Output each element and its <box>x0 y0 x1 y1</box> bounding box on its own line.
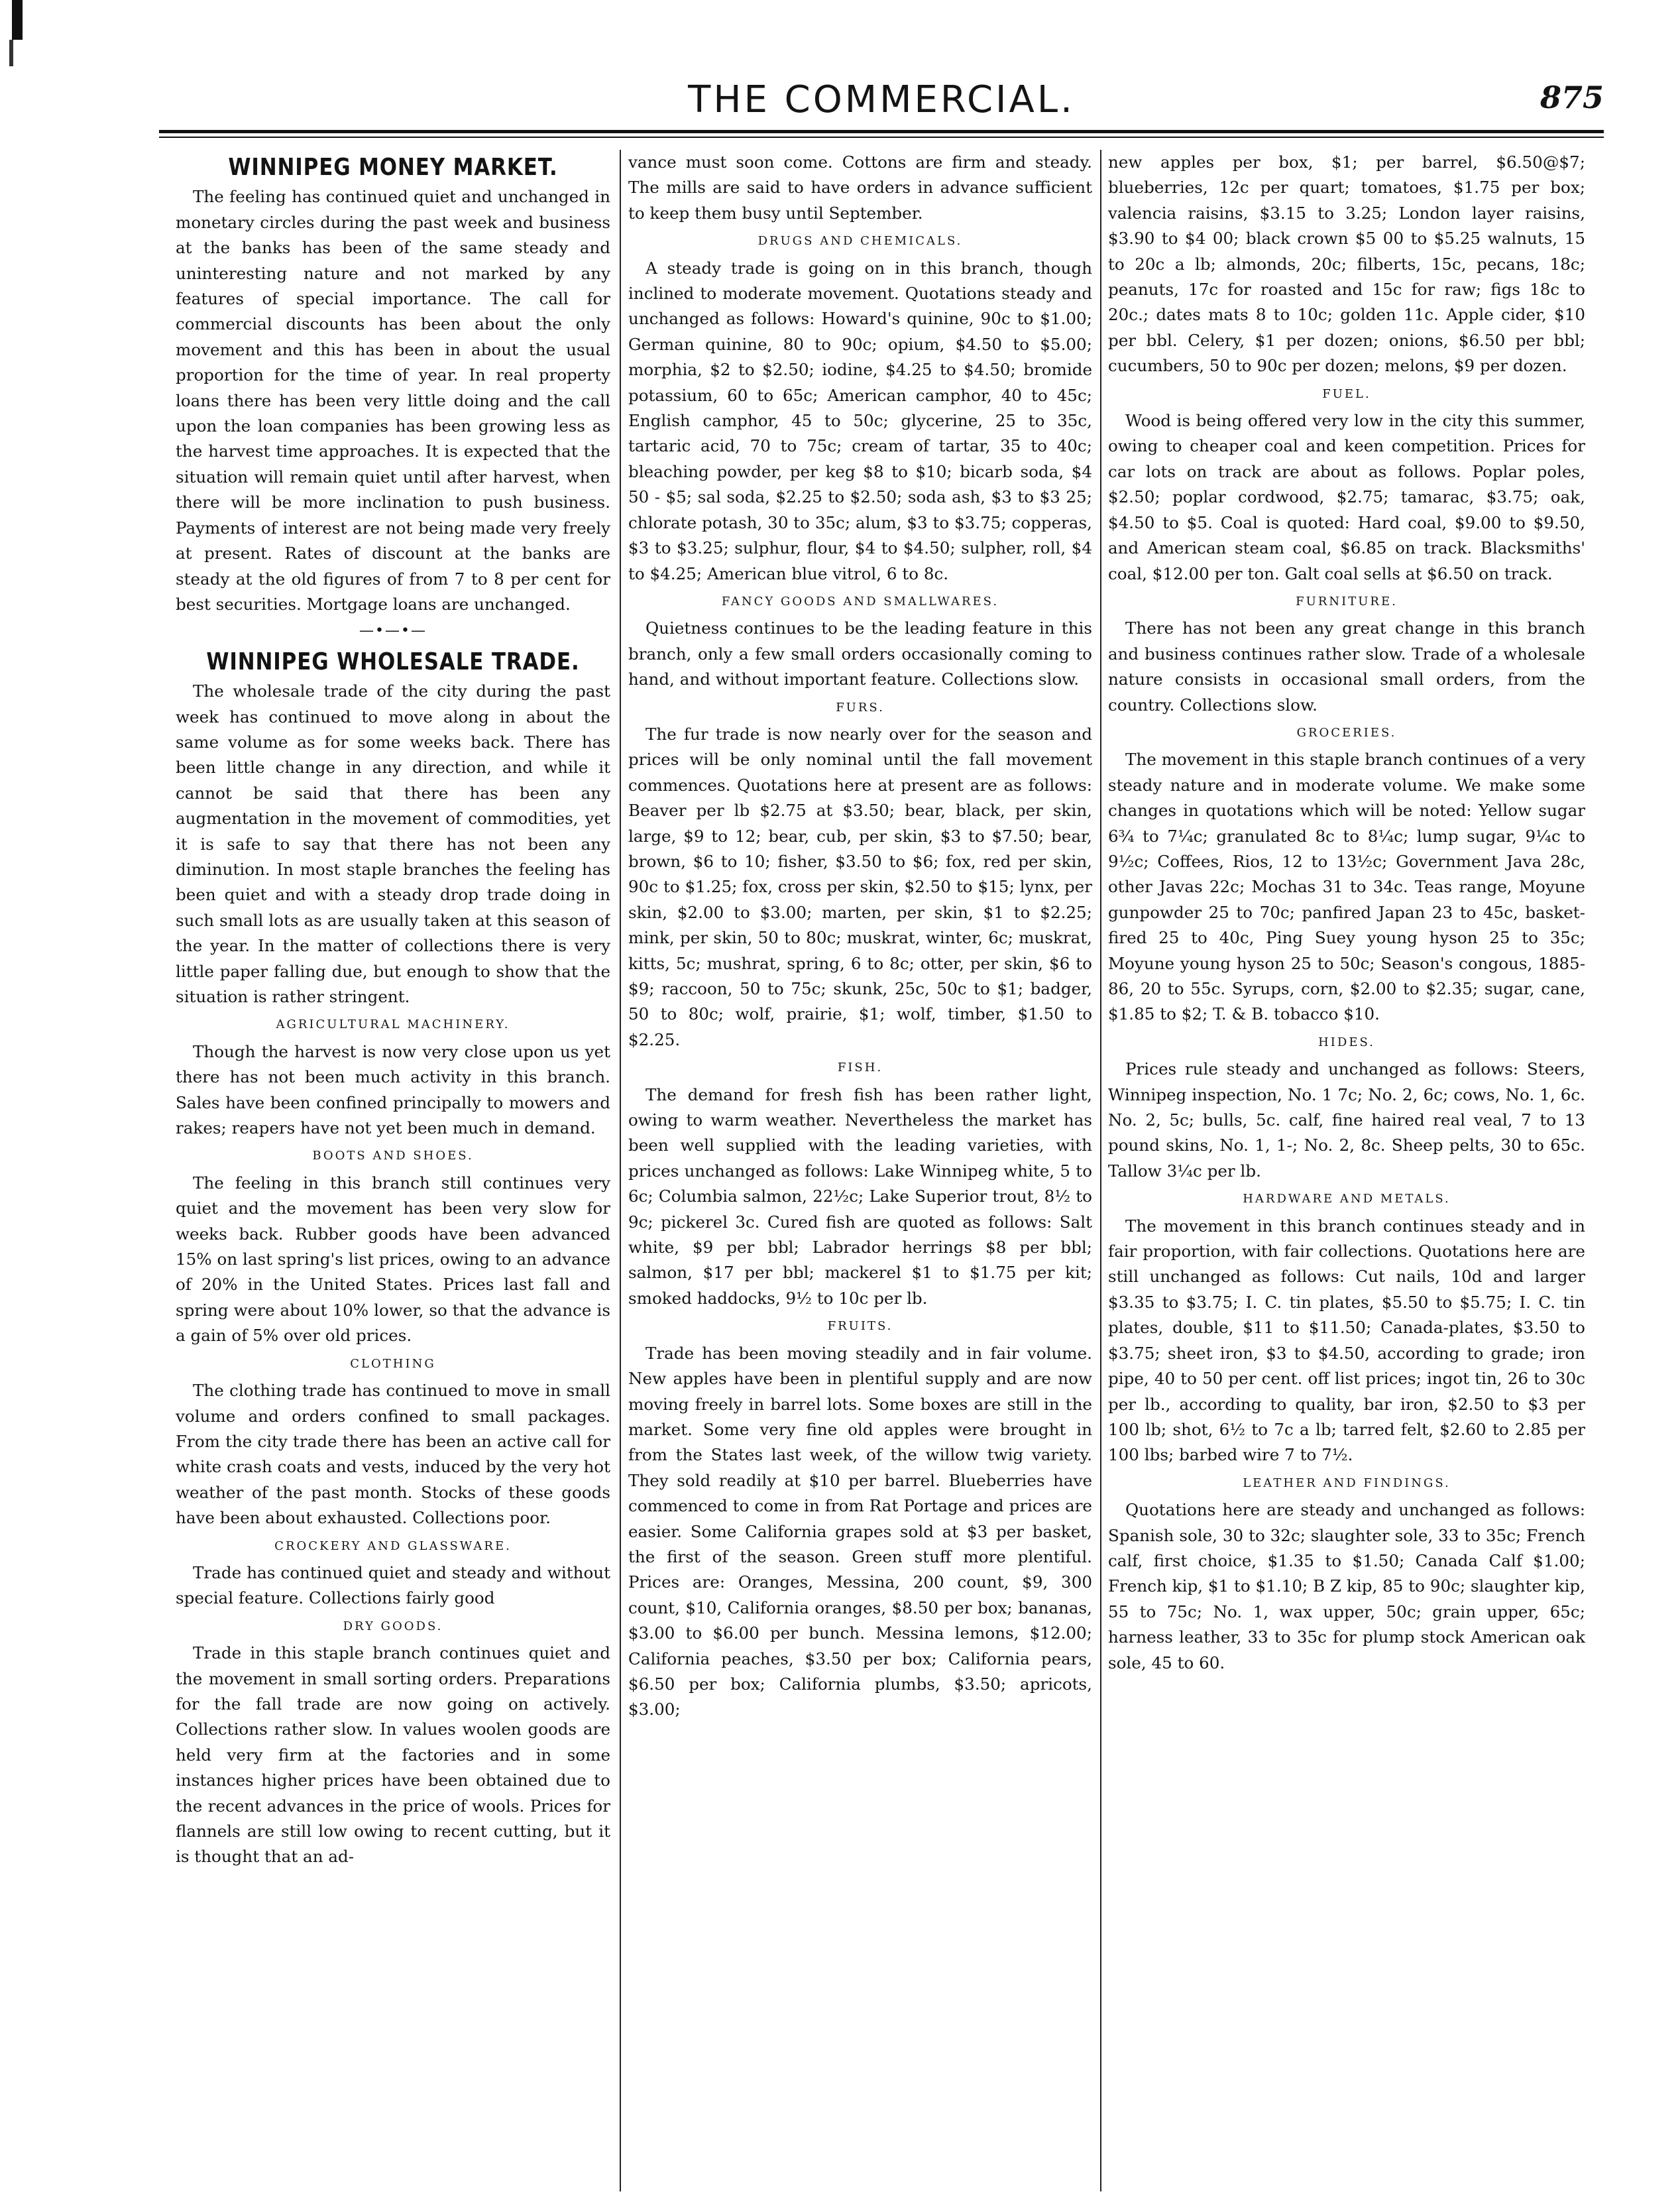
header-rule-thin <box>159 137 1604 138</box>
page-edge-mark-lower <box>9 40 13 66</box>
drugs-chemicals-heading: DRUGS AND CHEMICALS. <box>757 234 963 249</box>
agricultural-machinery-heading: AGRICULTURAL MACHINERY. <box>276 1018 510 1032</box>
fancy-goods-heading: FANCY GOODS AND SMALLWARES. <box>721 594 999 609</box>
crockery-heading: CROCKERY AND GLASSWARE. <box>274 1539 512 1553</box>
fish-paragraph: The demand for fresh fish has been rather light, owing to warm weather. Nevertheless the market has been well supplied with the leading varieties, with prices unchanged as follows: Lake Winnipeg white, 5 to 6c; Columbia salmon, 22½c; Lake Superior trout, 8½ to 9c; pickerel 3c. Cured fish are quoted as follows: Salt white, $9 per bbl; Labrador herrings $8 per bbl; salmon, $17 per bbl; mackerel $1 to $1.75 per kit; smoked haddocks, 9½ to 10c per lb. <box>628 1084 1092 1308</box>
newspaper-title: THE COMMERCIAL. <box>688 78 1075 121</box>
column-1 <box>176 150 610 2191</box>
clothing-paragraph: The clothing trade has continued to move in small volume and orders confined to small packages. From the city trade there has been an active call for white crash coats and vests, induced by the very hot weather of the past month. Stocks of these goods have been about exhausted. Collections poor. <box>176 1381 610 1528</box>
leather-findings-heading: LEATHER AND FINDINGS. <box>1243 1476 1451 1490</box>
groceries-paragraph: The movement in this staple branch continues of a very steady nature and in moderate volume. We make some changes in quotations which will be noted: Yellow sugar 6¾ to 7¼c; granulated 8c to 8¼c; lump sugar, 9¼c to 9½c; Coffees, Rios, 12 to 13½c; Government Java 28c, other Javas 22c; Mochas 31 to 34c. Teas range, Moyune gunpowder 25 to 70c; panfired Japan 23 to 45c, basket-fired 25 to 40c, Ping Suey young hyson 25 to 35c; Moyune young hyson 25 to 50c; Season's congous, 1885-86, 20 to 55c. Syrups, corn, $2.00 to $2.35; sugar, cane, $1.85 to $2; T. & B. tobacco $10. <box>1108 750 1585 1024</box>
dry-goods-heading: DRY GOODS. <box>343 1619 443 1633</box>
hardware-metals-heading: HARDWARE AND METALS. <box>1243 1192 1451 1206</box>
clothing-heading: CLOTHING <box>350 1356 436 1371</box>
fruits-continued: new apples per box, $1; per barrel, $6.50@$7; blueberries, 12c per quart; tomatoes, $1.75 per box; valencia raisins, $3.15 to 3.25; London layer raisins, $3.90 to $4 00; black crown $5 00 to $5.25 walnuts, 15 to 20c a lb; almonds, 20c; filberts, 15c, pecans, 18c; peanuts, 17c for roasted and 15c for raw; figs 18c to 20c.; dates mats 8 to 10c; golden 11c. Apple cider, $10 per bbl. Celery, $1 per dozen; onions, $6.50 per bbl; cucumbers, 50 to 90c per dozen; melons, $9 per dozen. <box>1108 152 1585 376</box>
dry-goods-paragraph: Trade in this staple branch continues quiet and the movement in small sorting orders. Preparations for the fall trade are now going on actively. Collections rather slow. In values woolen goods are held very firm at the factories and in some instances higher prices have been obtained due to the recent advances in the price of wools. Prices for flannels are still low owing to recent cutting, but it is thought that an ad- <box>176 1643 610 1867</box>
fuel-heading: FUEL. <box>1322 386 1371 401</box>
hides-paragraph: Prices rule steady and unchanged as follows: Steers, Winnipeg inspection, No. 1 7c; No. 2, 6c; cows, No. 1, 6c. No. 2, 5c; bulls, 5c. calf, fine haired real veal, 7 to 13 pound skins, No. 1, 1-; No. 2, 8c. Sheep pelts, 30 to 65c. Tallow 3¼c per lb. <box>1108 1059 1585 1181</box>
header-rule-thick <box>159 130 1604 133</box>
page-edge-mark <box>12 0 23 40</box>
column-divider-1 <box>620 150 621 2191</box>
hardware-metals-paragraph: The movement in this branch continues steady and in fair proportion, with fair collections. Quotations here are still unchanged as follows: Cut nails, 10d and larger $3.35 to $3.75; I. C. tin plates, $5.50 to $5.75; I. C. tin plates, double, $11 to $11.50; Canada-plates, $3.50 to $3.75; sheet iron, $3 to $4.50, according to grade; iron pipe, 40 to 50 per cent. off list prices; ingot tin, 26 to 30c per lb., according to quality, bar iron, $2.50 to $3 per 100 lb; shot, 6½ to 7c a lb; tarred felt, $2.60 to 2.85 per 100 lbs; barbed wire 7 to 7½. <box>1108 1216 1585 1465</box>
drugs-chemicals-paragraph: A steady trade is going on in this branch, though inclined to moderate movement. Quotations steady and unchanged as follows: Howard's quinine, 90c to $1.00; German quinine, 80 to 90c; opium, $4.50 to $5.00; morphia, $2 to $2.50; iodine, $4.25 to $4.50; bromide potassium, 60 to 65c; American camphor, 40 to 45c; English camphor, 45 to 50c; glycerine, 25 to 35c, tartaric acid, 70 to 75c; cream of tartar, 35 to 40c; bleaching powder, per keg $8 to $10; bicarb soda, $4 50 - $5; sal soda, $2.25 to $2.50; soda ash, $3 to $3 25; chlorate potash, 30 to 35c; alum, $3 to $3.75; copperas, $3 to $3.25; sulphur, flour, $4 to $4.50; sulpher, roll, $4 to $4.25; American blue vitrol, 6 to 8c. <box>628 258 1092 583</box>
column-3 <box>1108 150 1585 2191</box>
furniture-paragraph: There has not been any great change in this branch and business continues rather slow. Trade of a wholesale nature consists in occasional small orders, from the country. Collections slow. <box>1108 618 1585 715</box>
wholesale-trade-paragraph: The wholesale trade of the city during the past week has continued to move along in about the same volume as for some weeks back. There has been little change in any direction, and while it cannot be said that there has been any augmentation in the movement of commodities, yet it is safe to say that there has not been any diminution. In most staple branches the feeling has been quiet and with a steady drop trade doing in such small lots as are usually taken at this season of the year. In the matter of collections there is very little paper falling due, but enough to show that the situation is rather stringent. <box>176 681 610 1006</box>
dry-goods-continued: vance must soon come. Cottons are firm and steady. The mills are said to have orders in advance sufficient to keep them busy until September. <box>628 152 1092 223</box>
furniture-heading: FURNITURE. <box>1296 594 1398 609</box>
fruits-paragraph: Trade has been moving steadily and in fair volume. New apples have been in plentiful supply and are now moving freely in barrel lots. Some boxes are still in the market. Some very fine old apples were brought in from the States last week, of the willow twig variety. They sold readily at $10 per barrel. Blueberries have commenced to come in from Rat Portage and prices are easier. Some California grapes sold at $3 per basket, the first of the season. Green stuff more plentiful. Prices are: Oranges, Messina, 200 count, $9, 300 count, $10, California oranges, $8.50 per box; bananas, $3.00 to $6.00 per bunch. Messina lemons, $12.00; California peaches, $3.50 per box; California pears, $6.50 per box; California plumbs, $3.50; apricots, $3.00; <box>628 1343 1092 1719</box>
money-market-paragraph: The feeling has continued quiet and unchanged in monetary circles during the past week and business at the banks has been of the same steady and uninteresting nature and not marked by any features of special importance. The call for commercial discounts has been about the only movement and this has been in about the usual proportion for the time of year. In real property loans there has been very little doing and the call upon the loan companies has been growing less as the harvest time approaches. It is expected that the situation will remain quiet until after harvest, when there will be more inclination to push business. Payments of interest are not being made very freely at present. Rates of discount at the banks are steady at the old figures of from 7 to 8 per cent for best securities. Mortgage loans are unchanged. <box>176 187 610 614</box>
groceries-heading: GROCERIES. <box>1296 725 1397 740</box>
page-number: 875 <box>1540 80 1604 115</box>
boots-shoes-paragraph: The feeling in this branch still continues very quiet and the movement has been very slow for weeks back. Rubber goods have been advanced 15% on last spring's list prices, owing to an advance of 20% in the United States. Prices last fall and spring were about 10% lower, so that the advance is a gain of 5% over old prices. <box>176 1173 610 1346</box>
hides-heading: HIDES. <box>1318 1035 1375 1049</box>
fuel-paragraph: Wood is being offered very low in the city this summer, owing to cheaper coal and keen competition. Prices for car lots on track are about as follows. Poplar poles, $2.50; poplar cordwood, $2.75; tamarac, $3.75; oak, $4.50 to $5. Coal is quoted: Hard coal, $9.00 to $9.50, and American steam coal, $6.85 on track. Blacksmiths' coal, $12.00 per ton. Galt coal sells at $6.50 on track. <box>1108 411 1585 583</box>
wholesale-trade-heading: WINNIPEG WHOLESALE TRADE. <box>206 648 580 675</box>
money-market-heading: WINNIPEG MONEY MARKET. <box>228 154 558 181</box>
furs-heading: FURS. <box>836 700 885 715</box>
column-2 <box>628 150 1092 2191</box>
boots-shoes-heading: BOOTS AND SHOES. <box>312 1149 474 1163</box>
fancy-goods-paragraph: Quietness continues to be the leading feature in this branch, only a few small orders occasionally coming to hand, and without important feature. Collections slow. <box>628 618 1092 689</box>
crockery-paragraph: Trade has continued quiet and steady and without special feature. Collections fairly good <box>176 1562 610 1608</box>
leather-findings-paragraph: Quotations here are steady and unchanged as follows: Spanish sole, 30 to 32c; slaughter sole, 33 to 35c; French calf, first choice, $1.35 to $1.50; Canada Calf $1.00; French kip, $1 to $1.10; B Z kip, 85 to 90c; slaughter kip, 55 to 75c; No. 1, wax upper, 50c; grain upper, 65c; harness leather, 33 to 35c for plump stock American oak sole, 45 to 60. <box>1108 1500 1585 1672</box>
agricultural-machinery-paragraph: Though the harvest is now very close upon us yet there has not been much activity in this branch. Sales have been confined principally to mowers and rakes; reapers have not yet been much in demand. <box>176 1041 610 1138</box>
fish-heading: FISH. <box>837 1061 883 1075</box>
furs-paragraph: The fur trade is now nearly over for the season and prices will be only nominal until the fall movement commences. Quotations here at present are as follows: Beaver per lb $2.75 at $3.50; bear, black, per skin, large, $9 to 12; bear, cub, per skin, $3 to $7.50; bear, brown, $6 to 10; fisher, $3.50 to $6; fox, red per skin, 90c to $1.25; fox, cross per skin, $2.50 to $15; lynx, per skin, $2.00 to $3.00; marten, per skin, $1 to $2.25; mink, per skin, 50 to 80c; muskrat, winter, 6c; muskrat, kitts, 5c; mushrat, spring, 6 to 8c; otter, per skin, $6 to $9; raccoon, 50 to 75c; skunk, 25c, 50c to $1; badger, 50 to 80c; wolf, prairie, $1; wolf, timber, $1.50 to $2.25. <box>628 724 1092 1049</box>
column-divider-2 <box>1100 150 1101 2191</box>
page-header <box>159 78 1604 125</box>
fruits-heading: FRUITS. <box>827 1319 893 1334</box>
section-separator: —•—•— <box>359 622 427 640</box>
